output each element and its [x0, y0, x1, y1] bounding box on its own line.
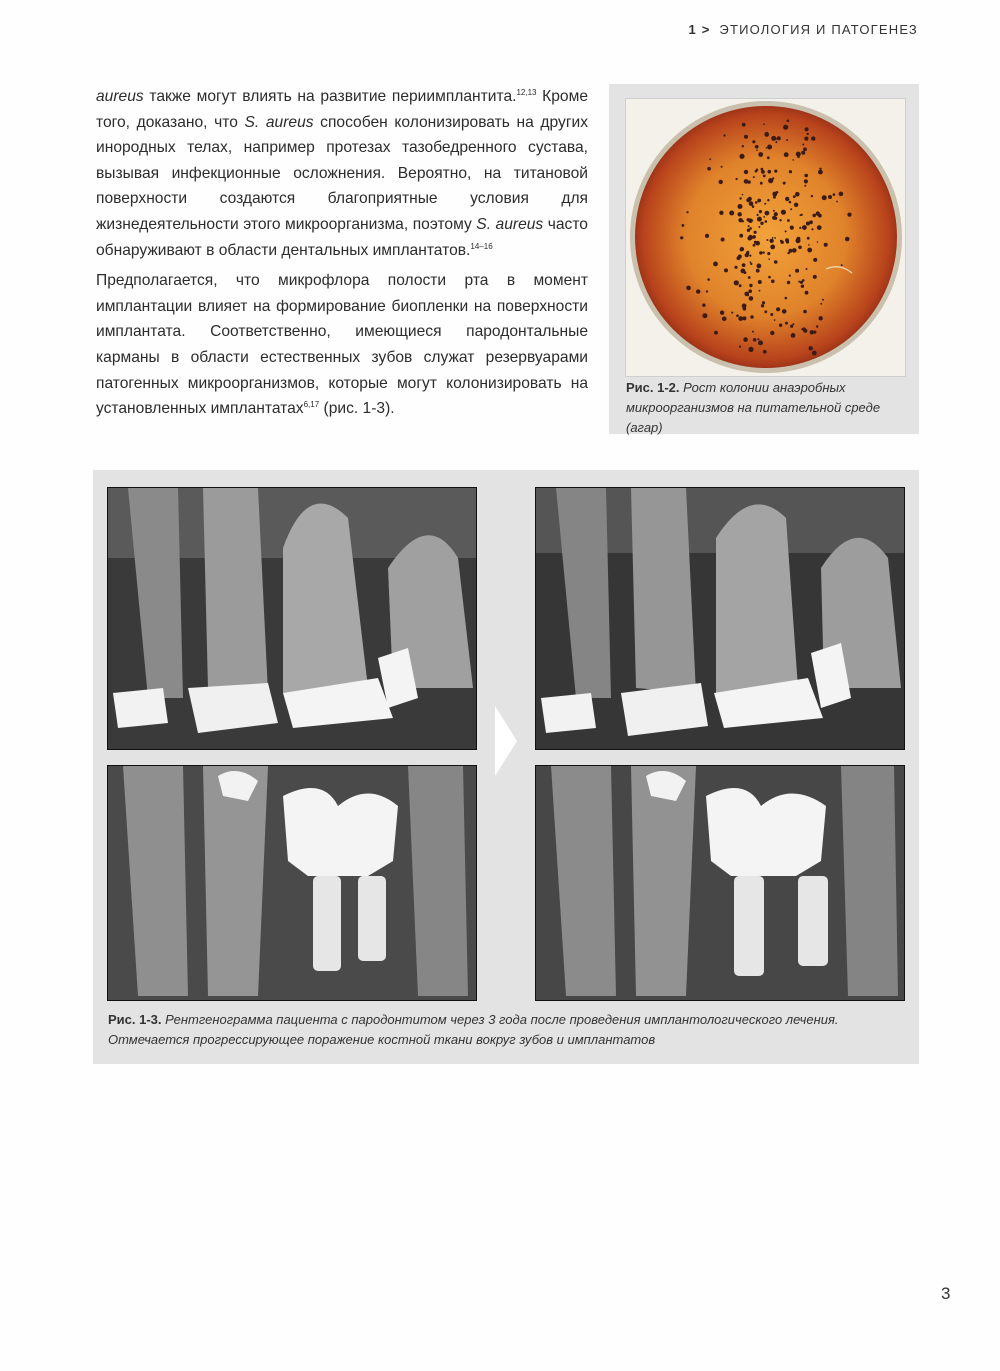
text-run: Кроме того, доказано, что — [96, 88, 588, 131]
figure-1-3 — [93, 470, 919, 1064]
petri-dish-photo — [625, 98, 906, 377]
reference-superscript: 12,13 — [516, 87, 537, 97]
text-run: (рис. 1-3). — [319, 400, 395, 418]
figure-label: Рис. 1-2. — [626, 380, 680, 395]
text-run: Предполагается, что микрофлора полости рта в момент имплантации влияет на формирование биопленки на поверхности имплантата. Соответственно, имеющиеся пародонтальные карманы в области естественных зубов служат резервуарами патогенных микроорганизмов, которые могут колонизировать на установленных имплантатах — [96, 272, 588, 418]
xray-upper-after — [535, 487, 905, 750]
figure-1-2 — [609, 84, 919, 434]
reference-superscript: 6,17 — [303, 399, 320, 409]
figure-label: Рис. 1-3. — [108, 1012, 162, 1027]
figure-caption-text: Рентгенограмма пациента с пародонтитом через 3 года после проведения имплантологического лечения. Отмечается прогрессирующее поражение костной ткани вокруг зубов и имплантатов — [108, 1012, 839, 1047]
paragraph-2 — [96, 268, 588, 422]
xray-upper-before — [107, 487, 477, 750]
chapter-title: ЭТИОЛОГИЯ И ПАТОГЕНЕЗ — [719, 22, 918, 37]
figure-caption-text: Рост колонии анаэробных микроорганизмов на питательной среде (агар) — [626, 380, 881, 435]
xray-lower-before — [107, 765, 477, 1001]
figure-1-2-caption — [626, 378, 911, 438]
running-header — [689, 22, 918, 37]
figure-1-3-caption — [108, 1010, 908, 1050]
xray-lower-after — [535, 765, 905, 1001]
text-run: часто обнаруживают в области дентальных имплантатов. — [96, 215, 588, 259]
italic-term: S. aureus — [476, 215, 544, 233]
arrow-right-icon — [493, 706, 519, 776]
chapter-number: 1 > — [688, 22, 711, 37]
italic-term: aureus — [96, 88, 144, 105]
reference-superscript: 14–16 — [470, 241, 493, 251]
paragraph-1 — [96, 84, 588, 263]
page-number: 3 — [941, 1284, 951, 1303]
body-text — [96, 84, 588, 427]
text-run: также могут влиять на развитие периимплантита. — [143, 88, 517, 105]
text-run: способен колонизировать на других инородных телах, например протезах тазобедренного сустава, вызывая инфекционные осложнения. Вероятно, на титановой поверхности создаются благоприятные условия для жизнедеятельности этого микроорганизма, поэтому — [96, 113, 589, 233]
italic-term: S. aureus — [244, 113, 314, 131]
